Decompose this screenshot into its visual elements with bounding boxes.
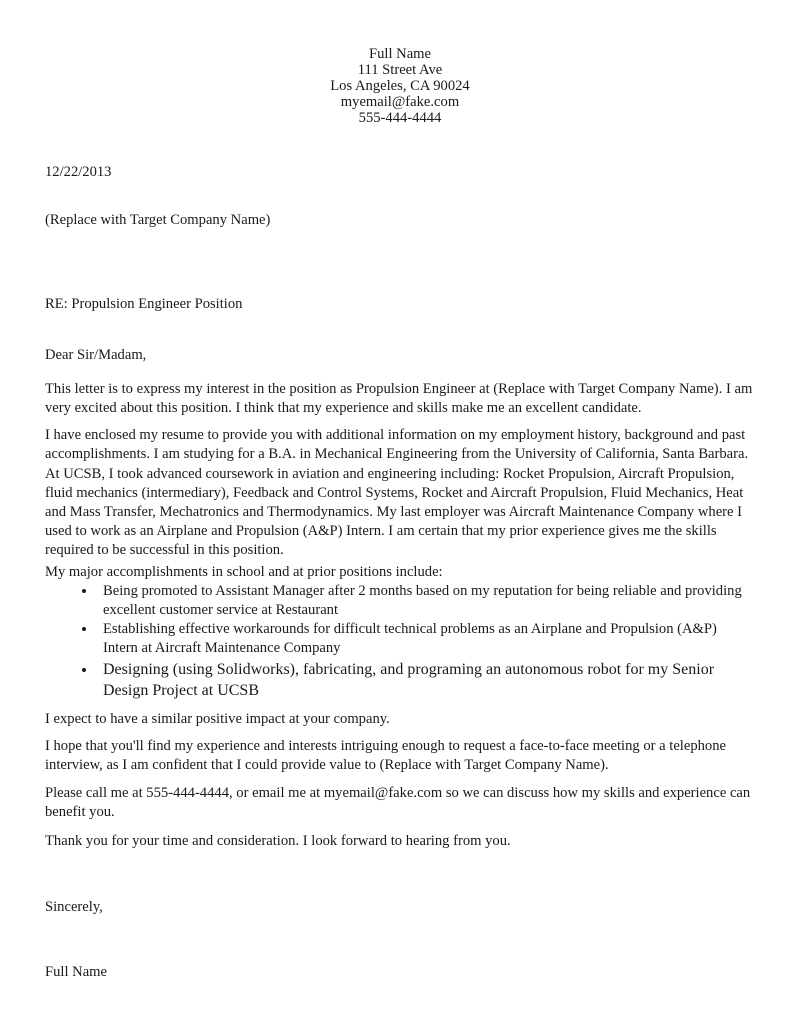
- accomplishment-item-promotion: • Being promoted to Assistant Manager after 2 months based on my reputation for being reliable and providing excellent customer service at Restaurant: [97, 582, 755, 620]
- accomplishment-item-workarounds: • Establishing effective workarounds for difficult technical problems as an Airplane and Propulsion (A&P) Intern at Aircraft Maintenance Company: [97, 620, 755, 658]
- paragraph-intro: This letter is to express my interest in the position as Propulsion Engineer at (Replace with Target Company Name). I am very excited about this position. I think that my experience and skills make me an excellent candidate.: [45, 380, 753, 417]
- paragraph-impact: I expect to have a similar positive impact at your company.: [45, 710, 390, 727]
- sender-name: Full Name: [368, 46, 432, 62]
- letter-date: 12/22/2013: [45, 164, 112, 180]
- signature-name: Full Name: [45, 964, 108, 981]
- paragraph-accomplishments-intro: My major accomplishments in school and at prior positions include:: [45, 563, 443, 580]
- paragraph-meeting-request: I hope that you'll find my experience and interests intriguing enough to request a face-to-face meeting or a telephone interview, as I am confident that I could provide value to (Replace with Target Company Name).: [45, 737, 726, 774]
- subject-line: RE: Propulsion Engineer Position: [45, 296, 243, 313]
- accomplishments-list: [45, 582, 755, 701]
- paragraph-contact-info: Please call me at 555-444-4444, or email me at myemail@fake.com so we can discuss how my skills and experience can benefit you.: [45, 785, 751, 821]
- accomplishment-item-robot: • Designing (using Solidworks), fabricating, and programing an autonomous robot for my Senior Design Project at UCSB: [97, 659, 755, 701]
- sender-street: 111 Street Ave: [357, 62, 443, 78]
- sender-city-state-zip: Los Angeles, CA 90024: [330, 78, 470, 94]
- recipient-company-placeholder: (Replace with Target Company Name): [45, 212, 271, 229]
- sender-phone: 555-444-4444: [358, 110, 442, 126]
- valediction: Sincerely,: [45, 898, 103, 915]
- paragraph-background: I have enclosed my resume to provide you with additional information on my employment history, background and past accomplishments. I am studying for a B.A. in Mechanical Engineering from the University of California, Santa Barbara. At UCSB, I took advanced coursework in aviation and engineering including: Rocket Propulsion, Aircraft Propulsion, fluid mechanics (intermediary), Feedback and Control Systems, Rocket and Aircraft Propulsion, Fluid Mechanics, Heat and Mass Transfer, Mechatronics and Thermodynamics. My last employer was Aircraft Maintenance Company where I used to work as an Airplane and Propulsion (A&P) Intern. I am certain that my prior experience gives me the skills required to be successful in this position.: [45, 427, 749, 559]
- sender-email: myemail@fake.com: [340, 94, 460, 110]
- salutation: Dear Sir/Madam,: [45, 346, 147, 363]
- paragraph-thanks: Thank you for your time and consideration. I look forward to hearing from you.: [45, 832, 511, 849]
- sender-address-block: [45, 46, 755, 126]
